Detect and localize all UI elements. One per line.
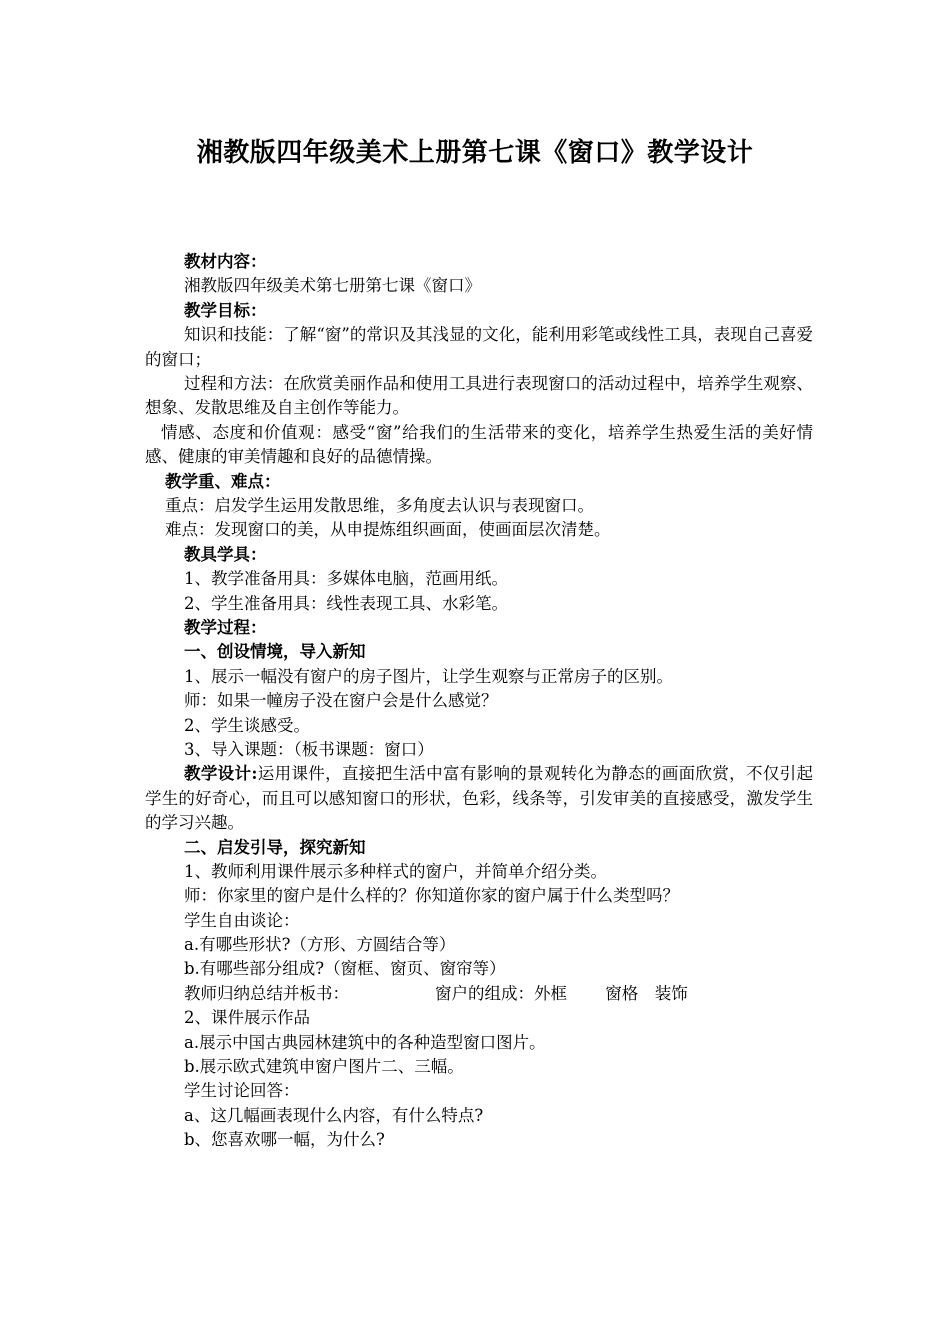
tools-item-1: 1、教学准备用具：多媒体电脑，范画用纸。 bbox=[184, 569, 508, 589]
step1-item-2: 2、学生谈感受。 bbox=[184, 715, 310, 735]
material-text: 湘教版四年级美术第七册第七课《窗口》 bbox=[184, 276, 481, 296]
heading-tools: 教具学具： bbox=[184, 544, 267, 564]
step2-students-discuss: 学生自由谈论： bbox=[184, 910, 300, 930]
step2-item-b: b.有哪些部分组成?（窗框、窗页、窗帘等） bbox=[184, 959, 506, 979]
goal-emotion-paragraph: 情感、态度和价值观：感受“窗”给我们的生活带来的变化，培养学生热爱生活的美好情感、健康的审美情趣和良好的品德情操。 bbox=[145, 422, 813, 467]
tools-item-2: 2、学生准备用具：线性表现工具、水彩笔。 bbox=[184, 593, 508, 613]
step1-item-1: 1、展示一幅没有窗户的房子图片，让学生观察与正常房子的区别。 bbox=[184, 666, 673, 686]
design-label: 教学设计: bbox=[184, 764, 258, 784]
teacher-summary-label: 教师归纳总结并板书： bbox=[184, 983, 349, 1003]
heading-key-points: 教学重、难点： bbox=[165, 471, 281, 491]
document-body bbox=[145, 250, 813, 1153]
heading-material: 教材内容： bbox=[184, 252, 267, 271]
step2-item-2: 2、课件展示作品 bbox=[184, 1008, 310, 1028]
step2-item-1: 1、教师利用课件展示多种样式的窗户，并简单介绍分类。 bbox=[184, 861, 607, 881]
step1-item-3: 3、导入课题：（板书课题：窗口） bbox=[184, 739, 434, 759]
step2-discussion-prompt: 学生讨论回答： bbox=[184, 1081, 300, 1101]
step1-heading: 一、创设情境，导入新知 bbox=[184, 642, 366, 662]
step2-item-a: a.有哪些形状?（方形、方圆结合等） bbox=[184, 935, 456, 955]
key-point-text: 重点：启发学生运用发散思维，多角度去认识与表现窗口。 bbox=[165, 496, 594, 515]
design-text: 运用课件，直接把生活中富有影响的景观转化为静态的画面欣赏，不仅引起学生的好奇心，而且可以感知窗口的形状，色彩，线条等，引发审美的直接感受，激发学生的学习兴趣。 bbox=[145, 764, 814, 833]
step2-item-2a: a.展示中国古典园林建筑中的各种造型窗口图片。 bbox=[184, 1032, 546, 1052]
window-parts-summary: 窗户的组成：外框 窗格 装饰 bbox=[435, 983, 688, 1003]
step1-teacher-question: 师：如果一幢房子没在窗户会是什么感觉？ bbox=[184, 691, 498, 711]
heading-process: 教学过程： bbox=[184, 617, 267, 637]
document-title: 湘教版四年级美术上册第七课《窗口》教学设计 bbox=[196, 138, 754, 168]
teacher-summary-row bbox=[145, 982, 813, 1006]
goal-knowledge-paragraph: 知识和技能：了解“窗”的常识及其浅显的文化，能利用彩笔或线性工具，表现自己喜爱的窗口； bbox=[145, 325, 813, 369]
goal-process-paragraph: 过程和方法：在欣赏美丽作品和使用工具进行表现窗口的活动过程中，培养学生观察、想象、发散思维及自主创作等能力。 bbox=[145, 373, 813, 418]
difficult-point-text: 难点：发现窗口的美，从申提炼组织画面，使画面层次清楚。 bbox=[165, 520, 611, 540]
question-a: a、这几幅画表现什么内容，有什么特点? bbox=[184, 1105, 484, 1125]
design-paragraph bbox=[145, 762, 813, 835]
step2-heading: 二、启发引导，探究新知 bbox=[184, 837, 366, 857]
question-b: b、您喜欢哪一幅，为什么? bbox=[184, 1130, 385, 1150]
heading-goals: 教学目标： bbox=[184, 300, 267, 320]
step2-teacher-question: 师：你家里的窗户是什么样的？你知道你家的窗户属于什么类型吗？ bbox=[184, 886, 679, 906]
step2-item-2b: b.展示欧式建筑申窗户图片二、三幅。 bbox=[184, 1057, 464, 1077]
